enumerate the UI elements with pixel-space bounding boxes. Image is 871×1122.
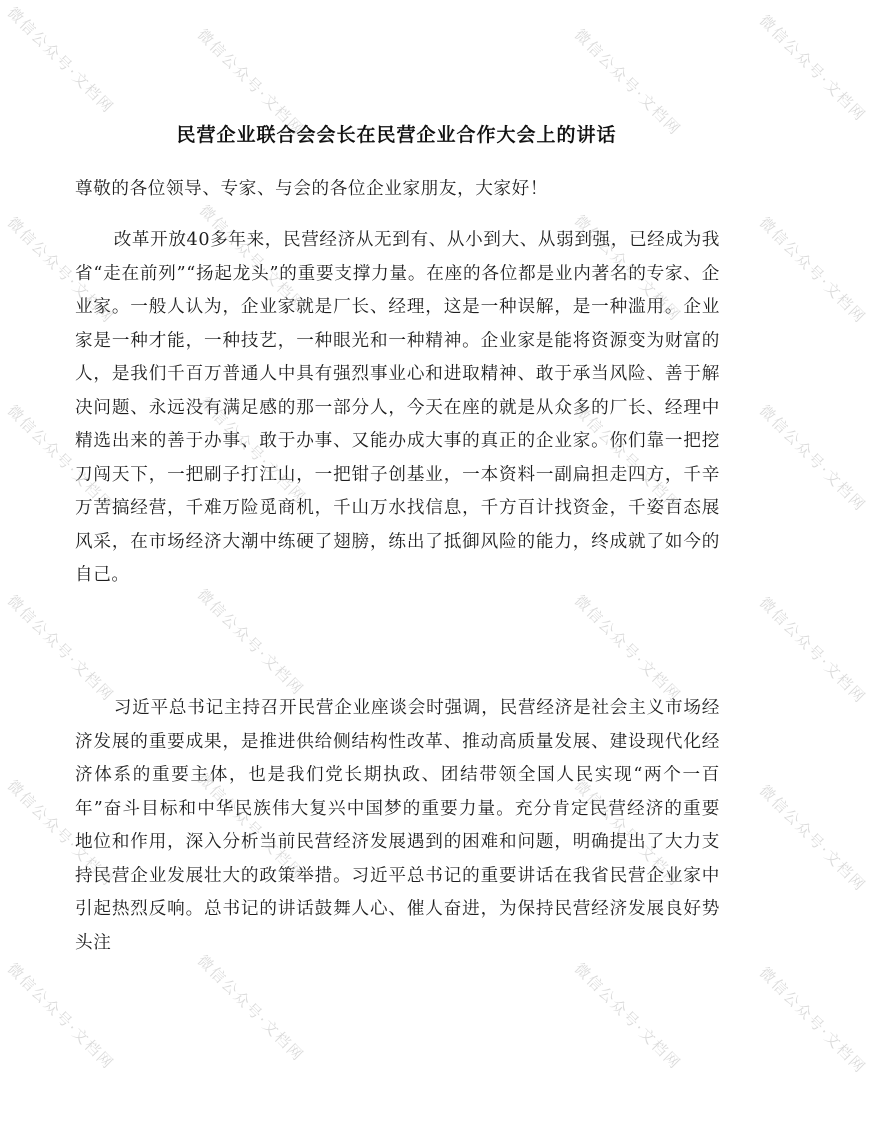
watermark: 微信公众号·文档网 xyxy=(193,951,308,1066)
watermark: 微信公众号·文档网 xyxy=(3,3,118,118)
watermark: 微信公众号·文档网 xyxy=(570,211,685,326)
watermark: 微信公众号·文档网 xyxy=(195,393,310,508)
watermark: 微信公众号·文档网 xyxy=(193,25,308,140)
watermark: 微信公众号·文档网 xyxy=(3,776,118,891)
watermark: 微信公众号·文档网 xyxy=(3,401,118,516)
watermark: 微信公众号·文档网 xyxy=(755,593,870,708)
watermark: 微信公众号·文档网 xyxy=(193,585,308,700)
watermark: 微信公众号·文档网 xyxy=(755,781,870,896)
watermark: 微信公众号·文档网 xyxy=(193,769,308,884)
watermark: 微信公众号·文档网 xyxy=(195,201,310,316)
document-title: 民营企业联合会会长在民营企业合作大会上的讲话 xyxy=(176,124,617,146)
watermark: 微信公众号·文档网 xyxy=(755,963,870,1078)
watermark: 微信公众号·文档网 xyxy=(570,776,685,891)
paragraph-2: 习近平总书记主持召开民营企业座谈会时强调，民营经济是社会主义市场经济发展的重要成果，是推进供给侧结构性改革、推动高质量发展、建设现代化经济体系的重要主体，也是我们党长期执政、团结带领全国人民实现“两个一百年”奋斗目标和中华民族伟大复兴中国梦的重要力量。充分肯定民营经济的重要地位和作用，深入分析当前民营经济发展遇到的困难和问题，明确提出了大力支持民营企业发展壮大的政策举措。习近平总书记的重要讲话在我省民营企业家中引起热烈反响。总书记的讲话鼓舞人心、催人奋进，为保持民营经济发展良好势头注 xyxy=(75,698,720,953)
watermark: 微信公众号·文档网 xyxy=(3,959,118,1074)
watermark: 微信公众号·文档网 xyxy=(3,591,118,706)
paragraph-1: 改革开放40多年来，民营经济从无到有、从小到大、从弱到强，已经成为我省“走在前列”“扬起龙头”的重要支撑力量。在座的各位都是业内著名的专家、企业家。一般人认为，企业家就是厂长、经理，这是一种误解，是一种滥用。企业家是一种才能，一种技艺，一种眼光和一种精神。企业家是能将资源变为财富的人，是我们千百万普通人中具有强烈事业心和进取精神、敢于承当风险、善于解决问题、永远没有满足感的那一部分人，今天在座的就是从众多的厂长、经理中精选出来的善于办事、敢于办事、又能办成大事的真正的企业家。你们靠一把挖刀闯天下，一把刷子打江山，一把钳子创基业，一本资料一副扁担走四方，千辛万苦搞经营，千难万险觅商机，千山万水找信息，千方百计找资金，千姿百态展风采，在市场经济大潮中练硬了翅膀，练出了抵御风险的能力，终成就了如今的自己。 xyxy=(75,230,720,585)
watermark: 微信公众号·文档网 xyxy=(3,213,118,328)
watermark: 微信公众号·文档网 xyxy=(755,213,870,328)
watermark: 微信公众号·文档网 xyxy=(570,401,685,516)
greeting-line: 尊敬的各位领导、专家、与会的各位企业家朋友，大家好！ xyxy=(75,179,549,199)
watermark: 微信公众号·文档网 xyxy=(755,11,870,126)
watermark: 微信公众号·文档网 xyxy=(570,959,685,1074)
watermark: 微信公众号·文档网 xyxy=(570,25,685,140)
watermark: 微信公众号·文档网 xyxy=(755,401,870,516)
watermark: 微信公众号·文档网 xyxy=(570,591,685,706)
